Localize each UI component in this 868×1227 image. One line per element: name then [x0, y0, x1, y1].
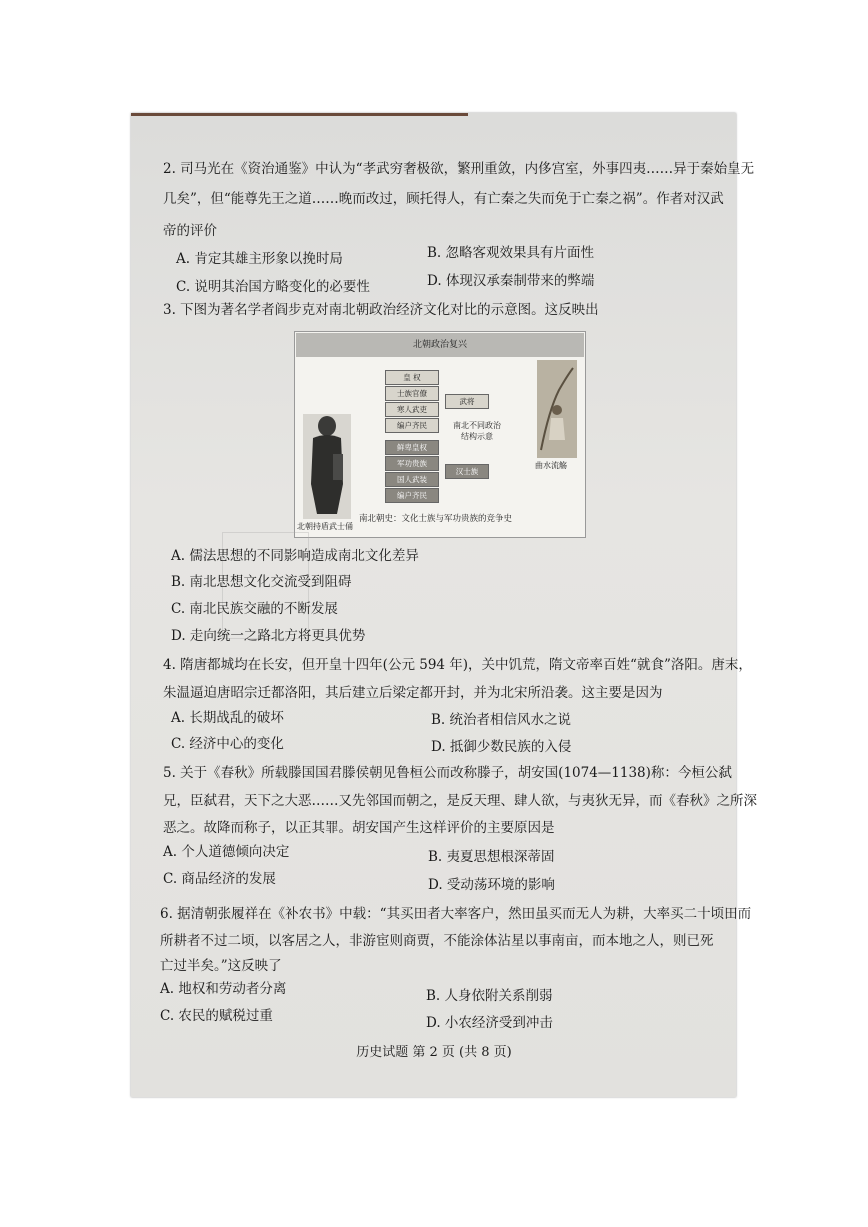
south-box-3: 寒人武吏 — [385, 402, 439, 417]
q3-option-b: B. 南北思想文化交流受到阻碍 — [171, 574, 352, 590]
q2-option-c: C. 说明其治国方略变化的必要性 — [176, 279, 370, 295]
q5-line3: 恶之。故降而称子，以正其罪。胡安国产生这样评价的主要原因是 — [163, 820, 555, 836]
sheet-edge — [131, 113, 468, 116]
q5-option-c: C. 商品经济的发展 — [163, 871, 276, 887]
q4-line1: 4. 隋唐都城均在长安，但开皇十四年(公元 594 年)，关中饥荒，隋文帝率百姓“就食”洛阳。唐末， — [163, 657, 752, 673]
q6-line2: 所耕者不过二顷，以客居之人，非游宦则商贾，不能涂体沾星以事南亩，而本地之人，则已死 — [160, 933, 714, 949]
q6-option-a: A. 地权和劳动者分离 — [160, 981, 287, 997]
q4-option-c: C. 经济中心的变化 — [171, 736, 284, 752]
south-box-2: 士族官僚 — [385, 386, 439, 401]
q6-option-c: C. 农民的赋税过重 — [160, 1008, 273, 1024]
painting-image — [537, 360, 577, 458]
han-shizu-box: 汉士族 — [445, 464, 489, 479]
q4-option-a: A. 长期战乱的破坏 — [171, 710, 284, 726]
q5-option-a: A. 个人道德倾向决定 — [163, 844, 290, 860]
q5-option-d: D. 受动荡环境的影响 — [428, 877, 555, 893]
q2-option-a: A. 肯定其雄主形象以挽时局 — [176, 251, 343, 267]
south-box-4: 编户齐民 — [385, 418, 439, 433]
q6-option-d: D. 小农经济受到冲击 — [426, 1015, 553, 1031]
q3-stem: 3. 下图为著名学者阎步克对南北朝政治经济文化对比的示意图。这反映出 — [163, 302, 599, 318]
center-label: 南北不同政治 结构示意 — [453, 421, 501, 441]
q3-figure — [294, 331, 586, 538]
page-footer: 历史试题 第 2 页 (共 8 页) — [356, 1045, 512, 1060]
q4-option-b: B. 统治者相信风水之说 — [431, 712, 572, 728]
bottom-caption: 南北朝史：文化士族与军功贵族的竞争史 — [359, 514, 513, 524]
q3-option-d: D. 走向统一之路北方将更具优势 — [171, 628, 366, 644]
q2-option-b: B. 忽略客观效果具有片面性 — [427, 245, 595, 261]
q4-line2: 朱温逼迫唐昭宗迁都洛阳，其后建立后梁定都开封，并为北宋所沿袭。这主要是因为 — [163, 685, 663, 701]
wujiang-box: 武将 — [445, 394, 489, 409]
right-caption: 曲水流觞 — [535, 461, 567, 470]
q6-line3: 亡过半矣。”这反映了 — [160, 958, 282, 974]
q2-line2: 几矣”，但“能尊先王之道……晚而改过，顾托得人，有亡秦之失而免于亡秦之祸”。作者对汉武 — [163, 191, 724, 207]
south-box-1: 皇 权 — [385, 370, 439, 385]
figure-title: 北朝政治复兴 — [296, 333, 584, 357]
q5-line1: 5. 关于《春秋》所载滕国国君滕侯朝见鲁桓公而改称滕子，胡安国(1074—1138)称：今桓公弑 — [163, 765, 732, 781]
q6-option-b: B. 人身依附关系削弱 — [426, 988, 553, 1004]
north-box-1: 鲜卑皇权 — [385, 440, 439, 455]
q6-line1: 6. 据清朝张履祥在《补农书》中载：“其买田者大率客户，然田虽买而无人为耕，大率买二十顷田而 — [160, 906, 752, 922]
q5-option-b: B. 夷夏思想根深蒂固 — [428, 849, 555, 865]
q3-option-a: A. 儒法思想的不同影响造成南北文化差异 — [171, 548, 419, 564]
q4-option-d: D. 抵御少数民族的入侵 — [431, 739, 572, 755]
q2-line3: 帝的评价 — [163, 223, 217, 239]
q3-option-c: C. 南北民族交融的不断发展 — [171, 601, 338, 617]
north-box-4: 编户齐民 — [385, 488, 439, 503]
q2-option-d: D. 体现汉承秦制带来的弊端 — [427, 273, 595, 289]
north-box-3: 国人武装 — [385, 472, 439, 487]
q5-line2: 兄，臣弑君，天下之大恶……又先邻国而朝之，是反天理、肆人欲，与夷狄无异，而《春秋》之所深 — [163, 793, 757, 809]
north-box-2: 军功贵族 — [385, 456, 439, 471]
left-caption: 北朝持盾武士俑 — [297, 522, 353, 531]
q2-line1: 2. 司马光在《资治通鉴》中认为“孝武穷奢极欲，繁刑重敛，内侈宫室，外事四夷……异于秦始皇无 — [163, 161, 755, 177]
warrior-figurine-image — [303, 414, 351, 519]
